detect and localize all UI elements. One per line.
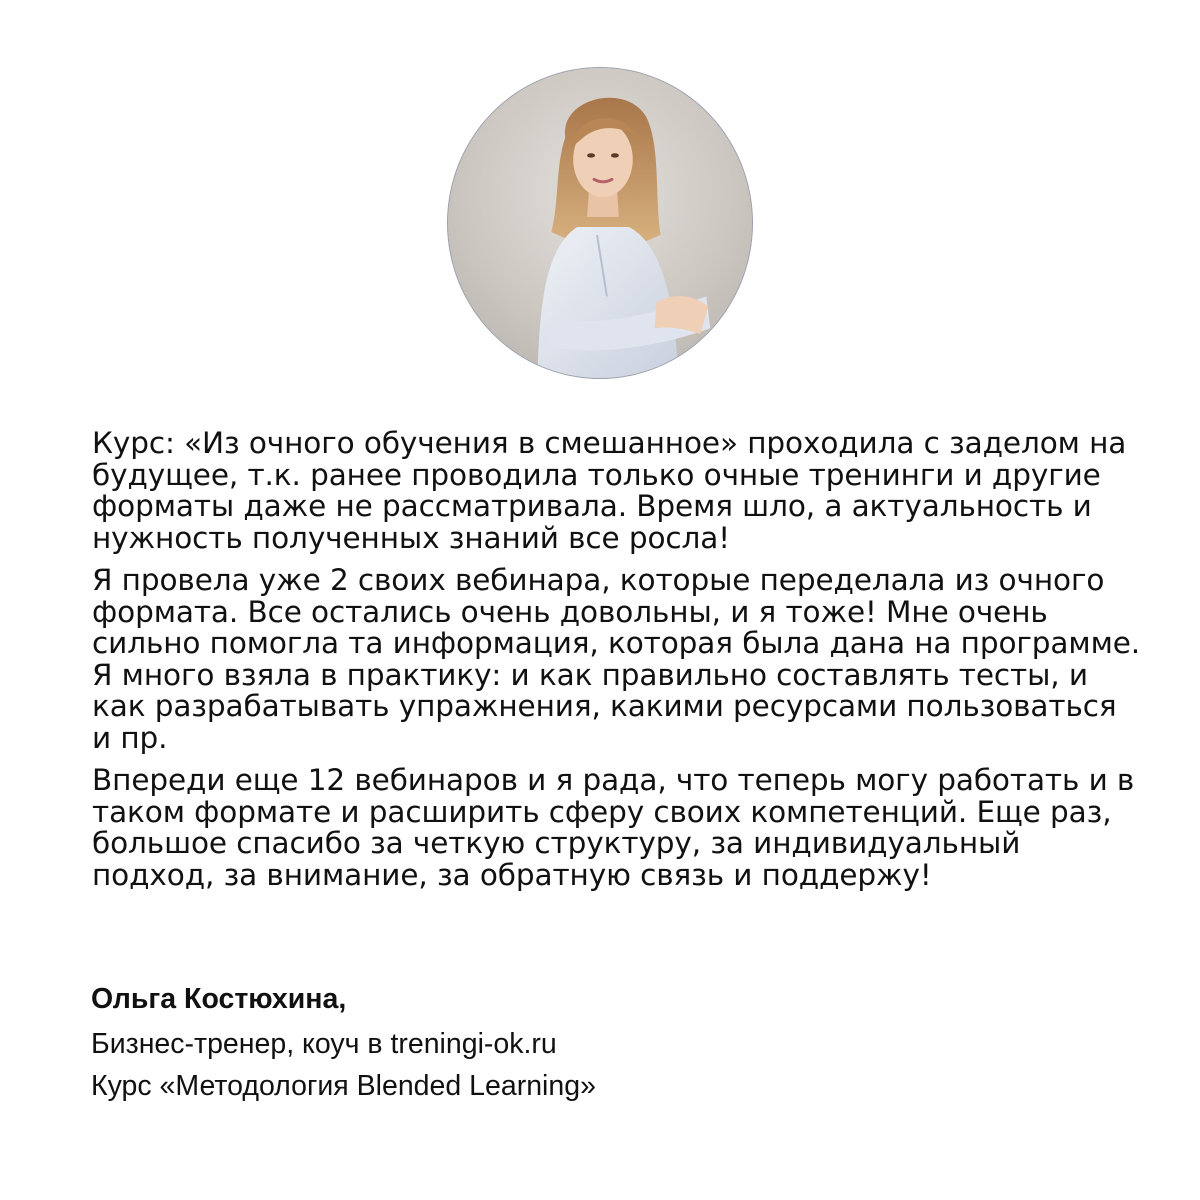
author-role: Бизнес-тренер, коуч в treningi-ok.ru — [91, 1028, 557, 1060]
author-name: Ольга Костюхина, — [91, 983, 347, 1015]
avatar — [447, 67, 753, 379]
signature-block — [91, 982, 991, 1107]
course-name: Курс «Методология Blended Learning» — [91, 1070, 596, 1102]
testimonial-paragraph-3: Впереди еще 12 вебинаров и я рада, что теперь могу работать и в таком формате и расширить сферу своих компетенций. Еще раз, большое спасибо за четкую структуру, за индивидуальный подход, за внимание, за обратную связь и поддержу! — [92, 763, 1135, 892]
testimonial-paragraph-1: Курс: «Из очного обучения в смешанное» проходила с заделом на будущее, т.к. ранее проводила только очные тренинги и другие форматы даже не рассматривала. Время шло, а актуальность и нужность полученных знаний все росла! — [92, 426, 1127, 555]
portrait-photo — [448, 68, 752, 378]
testimonial-text — [92, 428, 1142, 902]
testimonial-paragraph-2: Я провела уже 2 своих вебинара, которые переделала из очного формата. Все остались очень довольны, и я тоже! Мне очень сильно помогла та информация, которая была дана на программе. Я много взяла в практику: и как правильно составлять тесты, и как разрабатывать упражнения, какими ресурсами пользоваться и пр. — [92, 563, 1141, 755]
